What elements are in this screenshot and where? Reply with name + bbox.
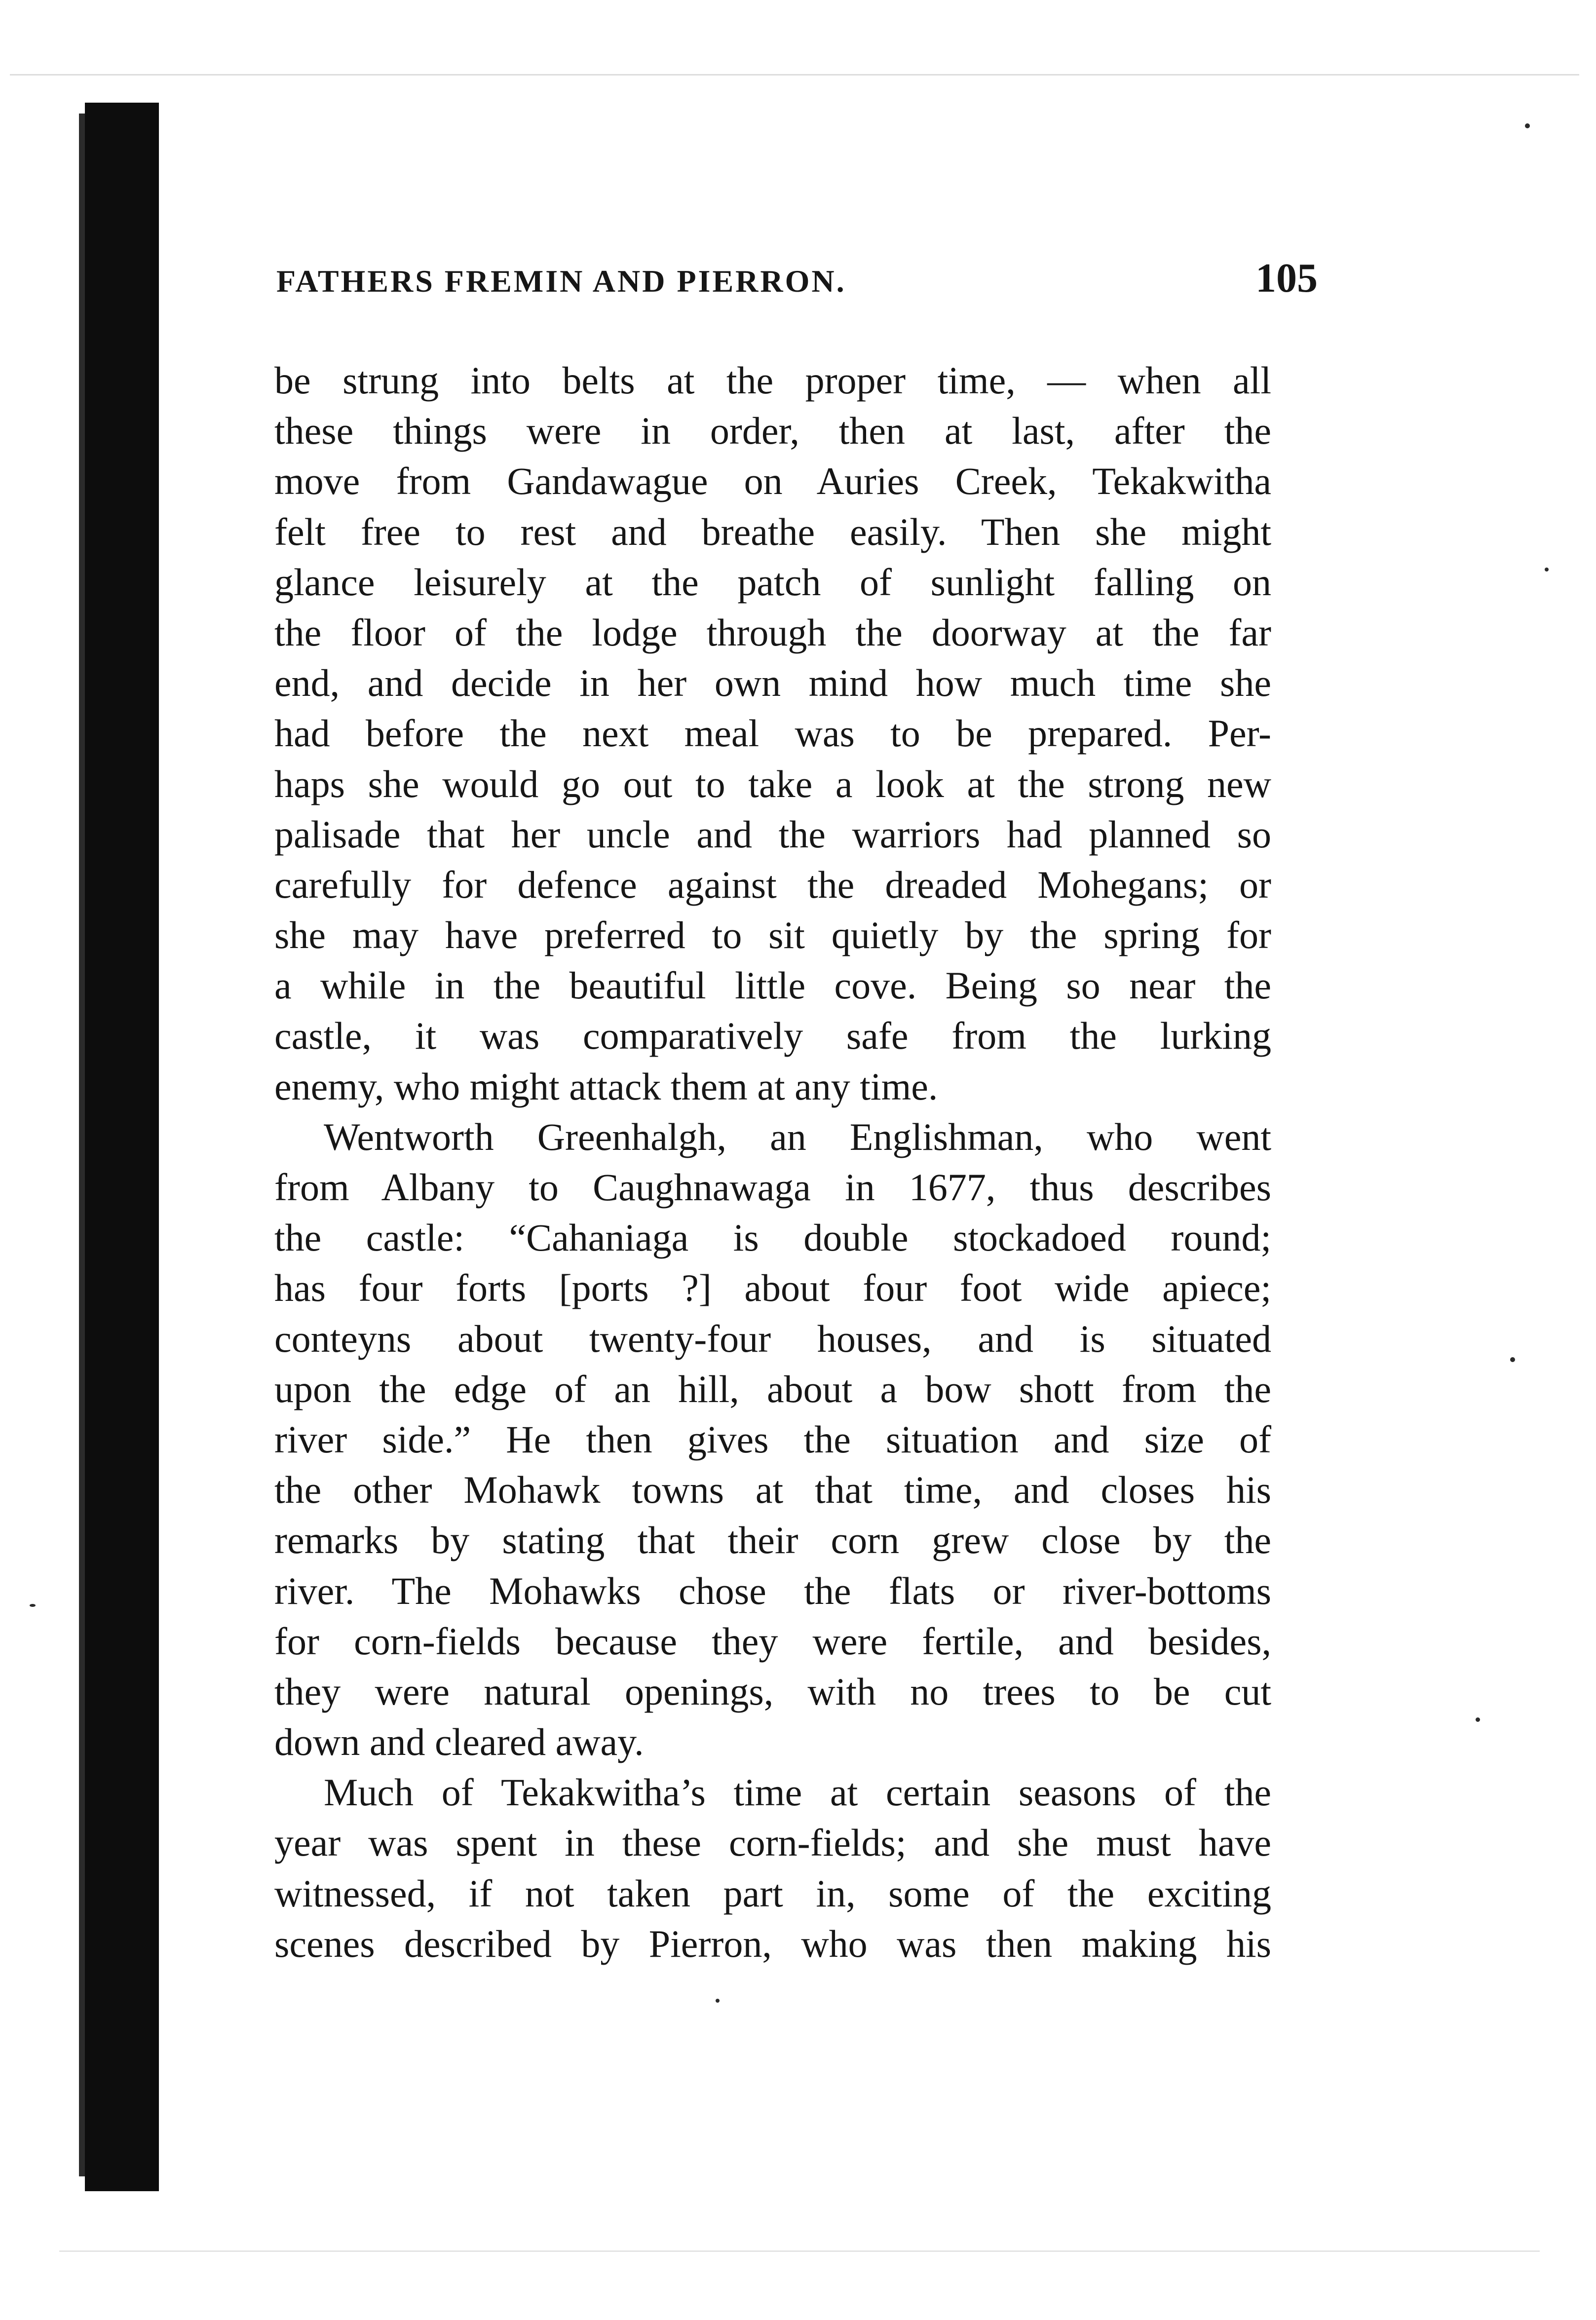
text-line: felt free to rest and breathe easily. Then she might	[274, 510, 1271, 553]
text-line: Much of Tekakwitha’s time at certain seasons of the	[324, 1771, 1271, 1814]
text-line: they were natural openings, with no trees to be cut	[274, 1670, 1271, 1713]
binding-shadow-bar	[85, 103, 159, 2191]
text-line: the other Mohawk towns at that time, and closes his	[274, 1468, 1271, 1512]
text-line: witnessed, if not taken part in, some of the exciting	[274, 1871, 1271, 1915]
text-line: these things were in order, then at last, after the	[274, 409, 1271, 453]
running-head	[276, 254, 1318, 308]
page-number: 105	[1255, 255, 1318, 301]
running-head-title: FATHERS FREMIN AND PIERRON.	[276, 264, 846, 299]
text-line: river side.” He then gives the situation and size of	[274, 1417, 1271, 1461]
text-line: for corn-fields because they were fertile, and besides,	[274, 1619, 1271, 1663]
text-line: had before the next meal was to be prepared. Per-	[274, 712, 1271, 755]
text-line: conteyns about twenty-four houses, and is situated	[274, 1317, 1271, 1360]
paragraph-3	[274, 1767, 1271, 1969]
scan-speck	[30, 1604, 36, 1607]
text-line: haps she would go out to take a look at the strong new	[274, 762, 1271, 805]
text-line: down and cleared away.	[274, 1720, 644, 1764]
text-line: the floor of the lodge through the doorway at the far	[274, 610, 1271, 654]
text-line: castle, it was comparatively safe from the lurking	[274, 1014, 1271, 1058]
text-line: from Albany to Caughnawaga in 1677, thus describes	[274, 1166, 1271, 1209]
text-line: palisade that her uncle and the warriors had planned so	[274, 812, 1271, 856]
scan-speck	[1510, 1357, 1515, 1362]
text-line: move from Gandawague on Auries Creek, Tekakwitha	[274, 459, 1271, 503]
text-line: remarks by stating that their corn grew close by the	[274, 1519, 1271, 1562]
scan-streak	[10, 74, 1579, 76]
text-line: has four forts [ports ?] about four foot wide apiece;	[274, 1266, 1271, 1310]
scan-speck	[1476, 1717, 1480, 1722]
text-line: carefully for defence against the dreaded Mohegans; or	[274, 863, 1271, 906]
text-line: Wentworth Greenhalgh, an Englishman, who went	[324, 1115, 1271, 1158]
body-text	[274, 355, 1271, 1969]
text-line: upon the edge of an hill, about a bow shott from the	[274, 1367, 1271, 1410]
text-line: end, and decide in her own mind how much time she	[274, 661, 1271, 705]
scan-streak	[59, 2250, 1540, 2252]
scan-speck	[1525, 123, 1530, 128]
text-line: river. The Mohawks chose the flats or river-bottoms	[274, 1569, 1271, 1612]
paragraph-2	[274, 1112, 1271, 1767]
text-line: the castle: “Cahaniaga is double stockadoed round;	[274, 1216, 1271, 1259]
text-line: glance leisurely at the patch of sunlight falling on	[274, 560, 1271, 604]
text-line: be strung into belts at the proper time, — when all	[274, 359, 1271, 402]
scan-speck	[1545, 568, 1549, 571]
text-line: she may have preferred to sit quietly by the spring for	[274, 913, 1271, 957]
text-line: scenes described by Pierron, who was then making his	[274, 1922, 1271, 1965]
scan-speck	[716, 1999, 720, 2003]
paragraph-1	[274, 355, 1271, 1112]
text-line: a while in the beautiful little cove. Being so near the	[274, 964, 1271, 1007]
text-line: year was spent in these corn-fields; and she must have	[274, 1821, 1271, 1864]
text-line: enemy, who might attack them at any time.	[274, 1065, 938, 1108]
